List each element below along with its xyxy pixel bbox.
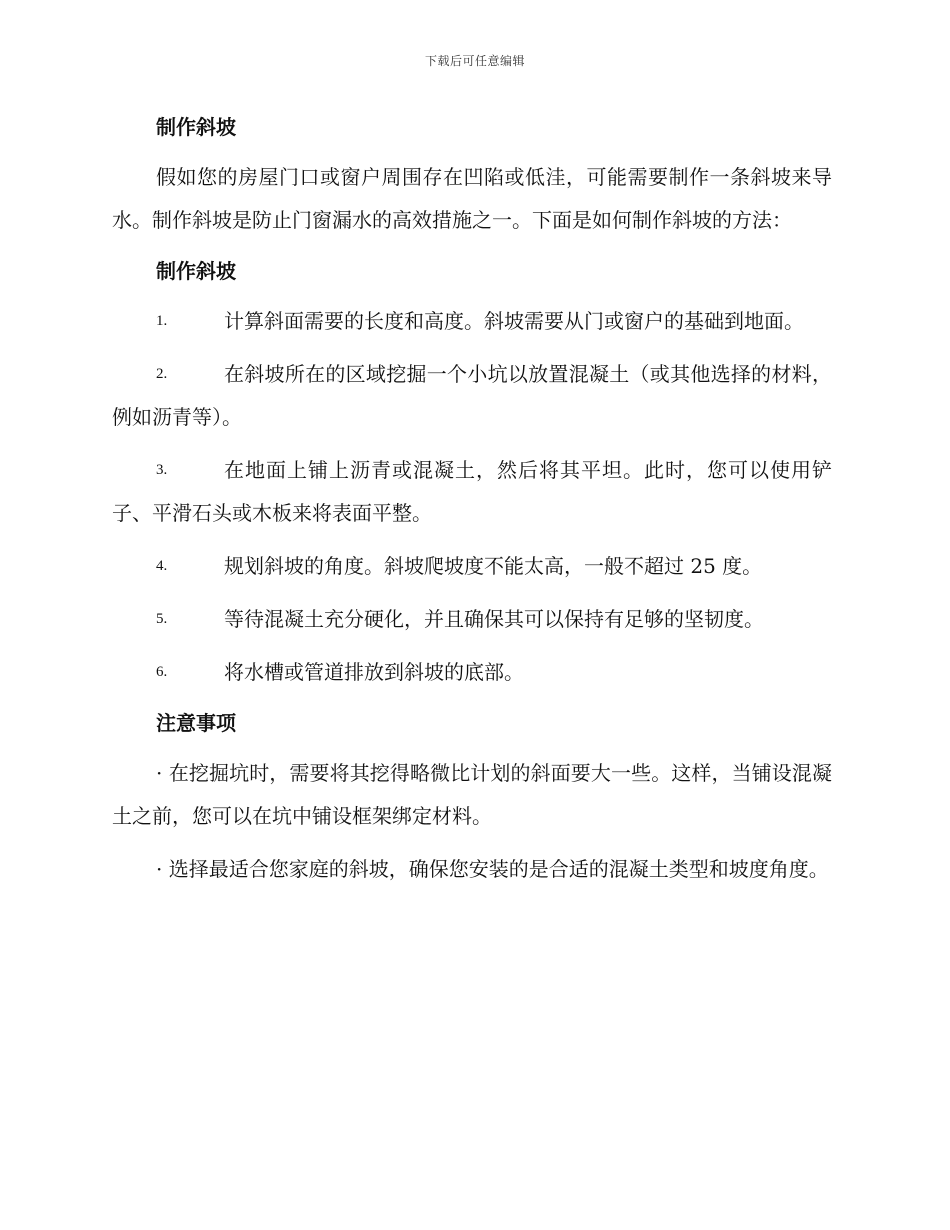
step-number: 2. xyxy=(156,366,168,382)
step-item xyxy=(112,300,832,343)
step-number: 4. xyxy=(156,558,168,574)
step-item xyxy=(112,449,832,535)
step-item xyxy=(112,651,832,694)
step-number: 5. xyxy=(156,611,168,627)
step-text: 在斜坡所在的区域挖掘一个小坑以放置混凝土（或其他选择的材料，例如沥青等）。 xyxy=(112,362,832,429)
step-number: 1. xyxy=(156,313,168,329)
step-text: 计算斜面需要的长度和高度。斜坡需要从门或窗户的基础到地面。 xyxy=(224,309,804,333)
step-item xyxy=(112,545,832,588)
step-text: 将水槽或管道排放到斜坡的底部。 xyxy=(224,660,524,684)
section-heading-notes: 注意事项 xyxy=(156,711,236,735)
note-item: · 在挖掘坑时，需要将其挖得略微比计划的斜面要大一些。这样，当铺设混凝土之前，您可以在坑中铺设框架绑定材料。 xyxy=(112,761,832,828)
intro-paragraph: 假如您的房屋门口或窗户周围存在凹陷或低洼，可能需要制作一条斜坡来导水。制作斜坡是防止门窗漏水的高效措施之一。下面是如何制作斜坡的方法： xyxy=(112,165,832,232)
section-heading-steps: 制作斜坡 xyxy=(156,259,236,283)
note-item: · 选择最适合您家庭的斜坡，确保您安装的是合适的混凝土类型和坡度角度。 xyxy=(156,857,829,881)
step-item xyxy=(112,598,832,641)
step-number: 6. xyxy=(156,664,168,680)
step-number: 3. xyxy=(156,462,168,478)
step-text: 在地面上铺上沥青或混凝土，然后将其平坦。此时，您可以使用铲子、平滑石头或木板来将表面平整。 xyxy=(112,458,832,525)
document-body xyxy=(112,108,832,891)
step-item xyxy=(112,353,832,439)
section-heading-intro: 制作斜坡 xyxy=(156,115,236,139)
step-text: 规划斜坡的角度。斜坡爬坡度不能太高，一般不超过 25 度。 xyxy=(224,554,763,578)
page-header: 下载后可任意编辑 xyxy=(424,54,525,68)
step-text: 等待混凝土充分硬化，并且确保其可以保持有足够的坚韧度。 xyxy=(224,607,764,631)
